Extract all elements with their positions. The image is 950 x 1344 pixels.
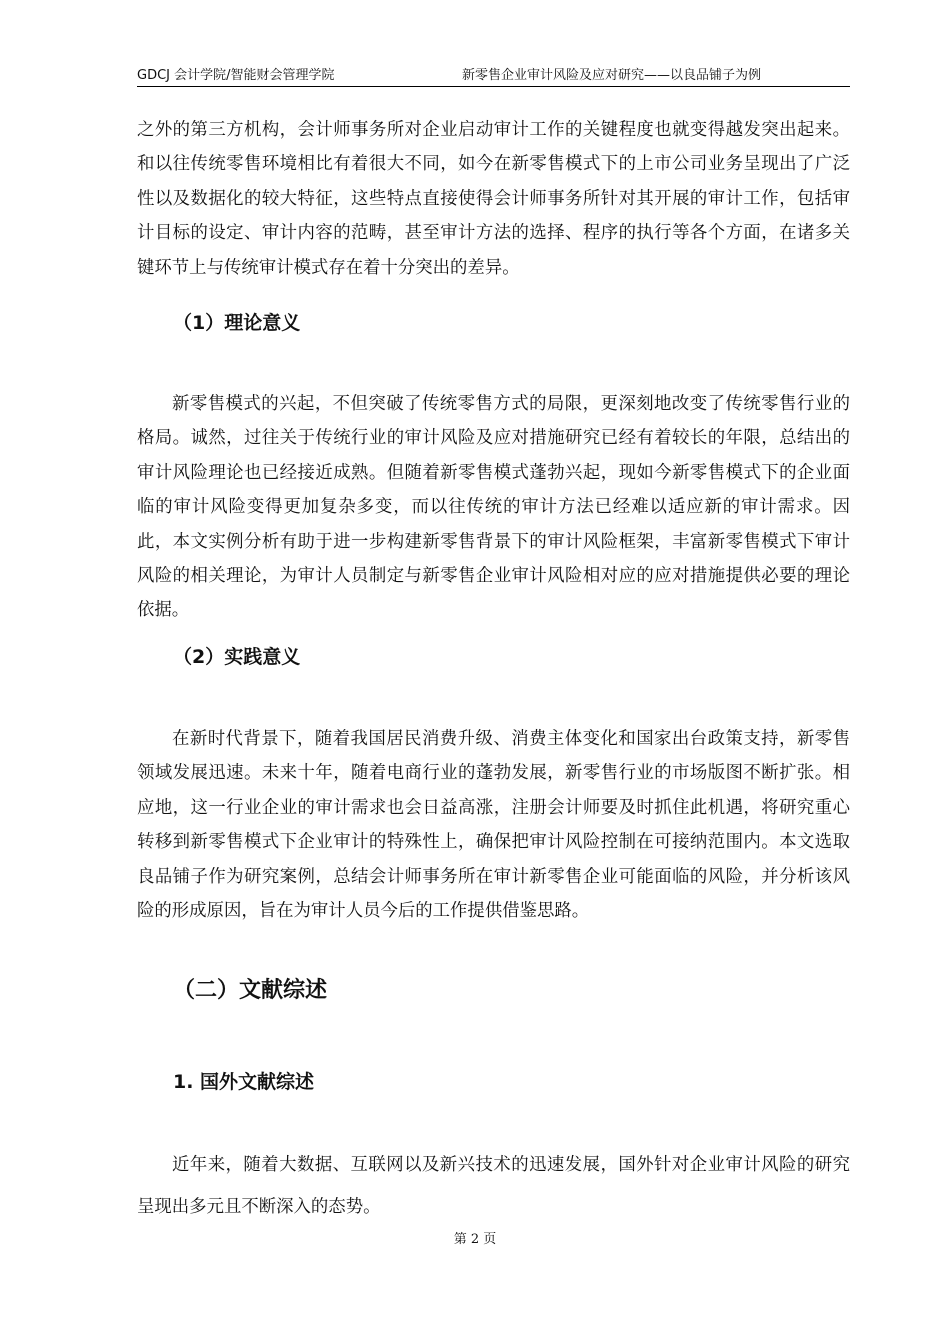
page-header: [137, 66, 850, 87]
heading-practical-significance: （2）实践意义: [173, 646, 301, 668]
header-institution: GDCJ 会计学院/智能财会管理学院: [137, 68, 335, 83]
paragraph-intro: 之外的第三方机构，会计师事务所对企业启动审计工作的关键程度也就变得越发突出起来。和以往传统零售环境相比有着很大不同，如今在新零售模式下的上市公司业务呈现出了广泛性以及数据化的较大特征，这些特点直接使得会计师事务所针对其开展的审计工作，包括审计目标的设定、审计内容的范畴，甚至审计方法的选择、程序的执行等各个方面，在诸多关键环节上与传统审计模式存在着十分突出的差异。: [137, 120, 850, 278]
heading-theoretical-significance: （1）理论意义: [173, 312, 301, 334]
paragraph-practical-significance: 在新时代背景下，随着我国居民消费升级、消费主体变化和国家出台政策支持，新零售领域发展迅速。未来十年，随着电商行业的蓬勃发展，新零售行业的市场版图不断扩张。相应地，这一行业企业的审计需求也会日益高涨，注册会计师要及时抓住此机遇，将研究重心转移到新零售模式下企业审计的特殊性上，确保把审计风险控制在可接纳范围内。本文选取良品铺子作为研究案例，总结会计师事务所在审计新零售企业可能面临的风险，并分析该风险的形成原因，旨在为审计人员今后的工作提供借鉴思路。: [137, 729, 850, 922]
page-number: 第 2 页: [453, 1232, 497, 1247]
paragraph-theoretical-significance: 新零售模式的兴起，不但突破了传统零售方式的局限，更深刻地改变了传统零售行业的格局。诚然，过往关于传统行业的审计风险及应对措施研究已经有着较长的年限，总结出的审计风险理论也已经接近成熟。但随着新零售模式蓬勃兴起，现如今新零售模式下的企业面临的审计风险变得更加复杂多变，而以往传统的审计方法已经难以适应新的审计需求。因此，本文实例分析有助于进一步构建新零售背景下的审计风险框架，丰富新零售模式下审计风险的相关理论，为审计人员制定与新零售企业审计风险相对应的应对措施提供必要的理论依据。: [137, 394, 850, 621]
heading-foreign-literature: 1. 国外文献综述: [173, 1071, 315, 1093]
heading-literature-review: （二）文献综述: [173, 978, 328, 1003]
paragraph-foreign-literature: 近年来，随着大数据、互联网以及新兴技术的迅速发展，国外针对企业审计风险的研究呈现出多元且不断深入的态势。: [137, 1155, 850, 1217]
header-paper-title: 新零售企业审计风险及应对研究——以良品铺子为例: [462, 68, 762, 83]
